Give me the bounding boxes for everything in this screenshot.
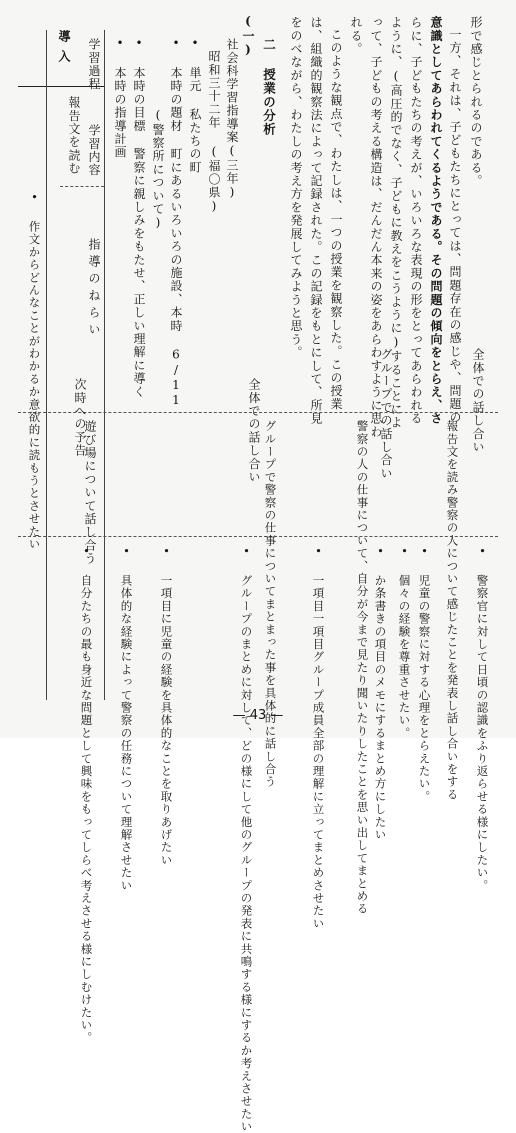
intro-line-7: れる。 bbox=[349, 16, 363, 56]
page-number: — 43 — bbox=[232, 708, 284, 723]
aim-7: • 自分たちの最も身近な問題として興味をもってしらべ考えさせる様にしむけたい。 bbox=[79, 544, 94, 1045]
lower-middle-2: 警察の人の仕事について、自分が今まで見たり聞いたりしたことを思い出してまとめる bbox=[355, 420, 370, 916]
intro-line-10: をのべながら、わたしの考え方を発展してみようと思う。 bbox=[289, 16, 303, 360]
plan-line-1: 社会科学習指導案(三年) bbox=[225, 38, 239, 201]
table-header-content: 学習内容 bbox=[87, 124, 101, 177]
aim-3: • 一項目一項目グループ成員全部の理解に立ってまとめさせたい bbox=[311, 544, 326, 930]
far-right-1: • 警察官に対して日頃の認識をふり返らせる様にしたい。 bbox=[475, 544, 490, 892]
table-left-inner bbox=[46, 30, 47, 700]
table-divider-1 bbox=[18, 86, 104, 87]
plan-line-5: (警察所について) bbox=[151, 108, 165, 231]
intro-line-8: このような観点で、わたしは、一つの授業を観察した。この授業 bbox=[329, 28, 343, 411]
subheading: (一) bbox=[241, 14, 255, 58]
aim-4: • グループのまとめに対して、どの様にして他のグループの発表に共鳴する様にするか考えさせたい bbox=[239, 544, 254, 1133]
table-header-aim: 指導のねらい bbox=[87, 238, 101, 340]
lower-left-4: 遊び場について話し合う bbox=[83, 420, 97, 566]
table-divider-2 bbox=[60, 186, 104, 187]
upper-left-2: 全体での話し合い bbox=[247, 378, 261, 484]
aim-1: • 児童の警察に対する心理をとらえたい。 bbox=[417, 544, 432, 803]
plan-line-2: 昭和三十二年 (福〇県) bbox=[207, 50, 221, 215]
aim-6: • 具体的な経験によって警察の任務について理解させたい bbox=[119, 544, 134, 892]
stage-label: 導入 bbox=[57, 30, 71, 70]
upper-left-1: 報告文を読む bbox=[67, 96, 81, 176]
aim-2: • 個々の経験を尊重させたい。 bbox=[397, 544, 412, 740]
plan-line-3: • 単元 私たちの町 bbox=[188, 36, 202, 174]
upper-right-1: • 作文からどんなことがわかるか意欲的に読もうとさせたい bbox=[27, 190, 42, 551]
aim-5: • 一項目に児童の経験を具体的なことを取りあげたい bbox=[159, 544, 174, 867]
plan-line-4: • 本時の題材 町にあるいろいろの施設、本時 6/11 bbox=[169, 36, 183, 409]
intro-line-3: 意識としてあらわれてくるようである。その問題の傾向をとらえ、さ bbox=[429, 16, 443, 426]
intro-line-2: 一方、それは、子どもたちにとっては、問題存在の感じや、問題の bbox=[448, 28, 462, 424]
lower-left-2: グループでの話し合い bbox=[379, 348, 393, 480]
plan-line-6: • 本時の目標 警察に親しみをもたせ、正しい理解に導く bbox=[132, 36, 146, 399]
plan-line-7: • 本時の指導計画 bbox=[113, 36, 127, 159]
intro-line-4: らに、子どもたちの考えが、いろいろな表現の形をとってあらわれる bbox=[409, 16, 423, 426]
lower-left-1: 全体での話し合い bbox=[471, 348, 485, 454]
section-heading: 二 授業の分析 bbox=[261, 38, 277, 137]
upper-left-3: 次時への予告 bbox=[73, 378, 87, 458]
intro-line-9: は、組織的観察法によって記録された。この記録をもとにして、所見 bbox=[309, 16, 323, 426]
intro-line-1: 形で感じとられるのである。 bbox=[469, 16, 483, 188]
table-header-process: 学習過程 bbox=[87, 38, 101, 91]
far-right-2: • か条書きの項目のメモにするまとめ方にしたい bbox=[373, 544, 388, 842]
lower-middle-1: 報告文を読み警察の人について感じたことを発表し話し合いをする bbox=[445, 420, 460, 801]
table-left-border bbox=[104, 30, 105, 700]
intro-line-5: ように、(高圧的でなく、子どもに教えをこうように)することによ bbox=[389, 16, 403, 430]
lower-middle-3: グループで警察の仕事についてまとまった事を具体的に話し合う bbox=[263, 420, 278, 789]
intro-line-6: って、子どもの考える構造は、だんだん本来の姿をあらわすように思わ bbox=[369, 16, 383, 439]
